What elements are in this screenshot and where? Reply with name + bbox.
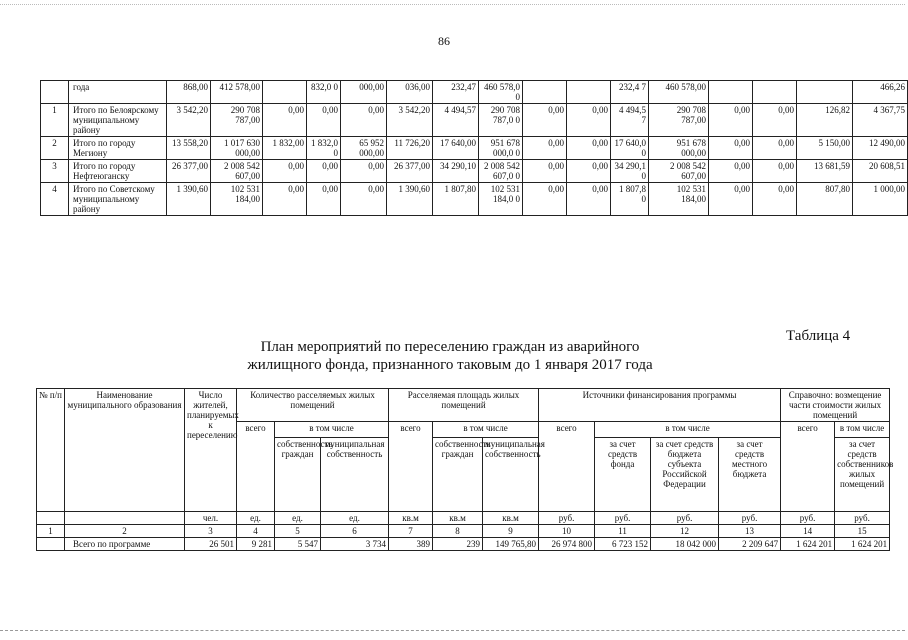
- continued-table: [40, 80, 908, 216]
- total-value-cell: 1 624 201: [781, 538, 835, 551]
- column-number-cell: 4: [237, 525, 275, 538]
- unit-cell: ед.: [237, 512, 275, 525]
- header-rooms-incl: в том числе: [275, 422, 389, 438]
- unit-cell: чел.: [185, 512, 237, 525]
- table-cell: 34 290,1 0: [611, 160, 649, 183]
- table-cell: 0,00: [307, 183, 341, 216]
- table-cell: 0,00: [567, 160, 611, 183]
- table-cell: 0,00: [523, 183, 567, 216]
- scan-top-edge: [0, 4, 905, 6]
- table-cell: [753, 81, 797, 104]
- table-cell: 0,00: [341, 183, 387, 216]
- table-cell: 1 000,00: [853, 183, 908, 216]
- table-cell: 17 640,0 0: [611, 137, 649, 160]
- table-cell: 0,00: [567, 104, 611, 137]
- header-municipality: Наименование муниципального образования: [65, 389, 185, 512]
- header-funding-incl: в том числе: [595, 422, 781, 438]
- column-number-cell: 13: [719, 525, 781, 538]
- table-row: [41, 160, 908, 183]
- header-rooms-municipal: муниципальная собственность: [321, 438, 389, 512]
- unit-cell: руб.: [719, 512, 781, 525]
- header-subject-budget: за счет средств бюджета субъекта Российской Федерации: [651, 438, 719, 512]
- table-cell: 0,00: [709, 183, 753, 216]
- unit-cell: кв.м: [389, 512, 433, 525]
- table-cell: [263, 81, 307, 104]
- header-local-budget: за счет средств местного бюджета: [719, 438, 781, 512]
- table-cell: 460 578,00: [649, 81, 709, 104]
- table-cell: 951 678 000,00: [649, 137, 709, 160]
- table-cell: 412 578,00: [211, 81, 263, 104]
- column-number-cell: 14: [781, 525, 835, 538]
- table-cell: 102 531 184,0 0: [479, 183, 523, 216]
- table-title: План мероприятий по переселению граждан из аварийного жилищного фонда, признанного таковым до 1 января 2017 года: [247, 339, 653, 373]
- table-number-label: Таблица 4: [786, 328, 851, 344]
- table-cell: 26 377,00: [167, 160, 211, 183]
- table-cell: 832,0 0: [307, 81, 341, 104]
- table-cell: 1 807,80: [433, 183, 479, 216]
- table-cell: 0,00: [523, 104, 567, 137]
- column-number-cell: 7: [389, 525, 433, 538]
- header-residents: Число жителей, планируемых к переселению: [185, 389, 237, 512]
- table-cell: 0,00: [753, 104, 797, 137]
- municipality-name-cell: года: [69, 81, 167, 104]
- table-cell: 20 608,51: [853, 160, 908, 183]
- header-reference-total: всего: [781, 422, 835, 512]
- table-cell: 1 017 630 000,00: [211, 137, 263, 160]
- table-cell: 2 008 542 607,0 0: [479, 160, 523, 183]
- total-value-cell: 18 042 000: [651, 538, 719, 551]
- municipality-name-cell: Итого по городу Нефтеюганску: [69, 160, 167, 183]
- header-funding: Источники финансирования программы: [539, 389, 781, 422]
- column-number-cell: 12: [651, 525, 719, 538]
- resettlement-plan-table: [36, 388, 894, 551]
- table-cell: 466,26: [853, 81, 908, 104]
- table-cell: 0,00: [307, 160, 341, 183]
- table-cell: 3 542,20: [387, 104, 433, 137]
- header-area-own: собственность граждан: [433, 438, 483, 512]
- column-number-cell: 3: [185, 525, 237, 538]
- table-cell: [41, 81, 69, 104]
- table-cell: 951 678 000,0 0: [479, 137, 523, 160]
- header-rooms-total: всего: [237, 422, 275, 512]
- table-cell: 1 390,60: [167, 183, 211, 216]
- unit-cell: ед.: [321, 512, 389, 525]
- total-value-cell: 149 765,80: [483, 538, 539, 551]
- total-value-cell: 389: [389, 538, 433, 551]
- header-area: Расселяемая площадь жилых помещений: [389, 389, 539, 422]
- units-cell-empty: [37, 512, 65, 525]
- table-cell: 4: [41, 183, 69, 216]
- table-cell: 26 377,00: [387, 160, 433, 183]
- table-cell: 0,00: [567, 183, 611, 216]
- table-cell: 11 726,20: [387, 137, 433, 160]
- table-cell: 0,00: [709, 160, 753, 183]
- column-number-cell: 11: [595, 525, 651, 538]
- unit-cell: руб.: [595, 512, 651, 525]
- table-cell: 4 367,75: [853, 104, 908, 137]
- column-number-cell: 15: [835, 525, 890, 538]
- header-rooms: Количество расселяемых жилых помещений: [237, 389, 389, 422]
- header-area-total: всего: [389, 422, 433, 512]
- table-cell: 0,00: [523, 137, 567, 160]
- table-cell: 17 640,00: [433, 137, 479, 160]
- unit-cell: руб.: [781, 512, 835, 525]
- table-cell: 1 832,00: [263, 137, 307, 160]
- table-cell: 13 558,20: [167, 137, 211, 160]
- table-cell: 0,00: [263, 160, 307, 183]
- table-cell: [797, 81, 853, 104]
- table-cell: 0,00: [753, 160, 797, 183]
- header-owners-funds: за счет средств собственников жилых помещений: [835, 438, 890, 512]
- table-cell: 290 708 787,00: [649, 104, 709, 137]
- municipality-name-cell: Итого по Белоярскому муниципальному району: [69, 104, 167, 137]
- header-num: № п/п: [37, 389, 65, 512]
- table-cell: 036,00: [387, 81, 433, 104]
- table-cell: 12 490,00: [853, 137, 908, 160]
- table-cell: 2 008 542 607,00: [649, 160, 709, 183]
- table-cell: 0,00: [263, 104, 307, 137]
- table-cell: 3 542,20: [167, 104, 211, 137]
- header-rooms-own: собственность граждан: [275, 438, 321, 512]
- table-cell: 0,00: [263, 183, 307, 216]
- table-cell: 34 290,10: [433, 160, 479, 183]
- table-cell: 4 494,5 7: [611, 104, 649, 137]
- unit-cell: руб.: [539, 512, 595, 525]
- total-value-cell: 2 209 647: [719, 538, 781, 551]
- column-number-cell: 9: [483, 525, 539, 538]
- table-cell: 1 390,60: [387, 183, 433, 216]
- table-cell: 65 952 000,00: [341, 137, 387, 160]
- table-cell: [709, 81, 753, 104]
- column-number-cell: 2: [65, 525, 185, 538]
- unit-cell: кв.м: [483, 512, 539, 525]
- column-number-cell: 5: [275, 525, 321, 538]
- table-cell: 000,00: [341, 81, 387, 104]
- table-cell: [567, 81, 611, 104]
- table-cell: 0,00: [341, 104, 387, 137]
- table-cell: 2: [41, 137, 69, 160]
- total-value-cell: 6 723 152: [595, 538, 651, 551]
- header-fund: за счет средств фонда: [595, 438, 651, 512]
- table-cell: 0,00: [709, 137, 753, 160]
- table-cell: 0,00: [341, 160, 387, 183]
- page-number: 86: [438, 34, 450, 48]
- total-value-cell: 9 281: [237, 538, 275, 551]
- table-cell: 0,00: [753, 137, 797, 160]
- table-cell: 232,47: [433, 81, 479, 104]
- table-cell: 102 531 184,00: [649, 183, 709, 216]
- table-cell: 2 008 542 607,00: [211, 160, 263, 183]
- table-cell: 460 578,0 0: [479, 81, 523, 104]
- total-value-cell: 1 624 201: [835, 538, 890, 551]
- table-cell: 0,00: [709, 104, 753, 137]
- table-cell: 868,00: [167, 81, 211, 104]
- total-value-cell: 26 501: [185, 538, 237, 551]
- table-cell: 0,00: [307, 104, 341, 137]
- column-number-cell: 1: [37, 525, 65, 538]
- table-cell: 0,00: [523, 160, 567, 183]
- table-row: [41, 183, 908, 216]
- table-cell: 1 807,8 0: [611, 183, 649, 216]
- header-reference: Справочно: возмещение части стоимости жилых помещений: [781, 389, 890, 422]
- header-funding-total: всего: [539, 422, 595, 512]
- units-cell-empty: [65, 512, 185, 525]
- table-cell: 4 494,57: [433, 104, 479, 137]
- municipality-name-cell: Итого по Советскому муниципальному району: [69, 183, 167, 216]
- table-cell: 1 832,0 0: [307, 137, 341, 160]
- column-number-cell: 10: [539, 525, 595, 538]
- total-row-label: Всего по программе: [65, 538, 185, 551]
- table-cell: 290 708 787,0 0: [479, 104, 523, 137]
- table-cell: 126,82: [797, 104, 853, 137]
- table-row: [41, 81, 908, 104]
- scan-bottom-edge: [0, 630, 905, 632]
- unit-cell: руб.: [651, 512, 719, 525]
- unit-cell: кв.м: [433, 512, 483, 525]
- total-value-cell: 26 974 800: [539, 538, 595, 551]
- table-cell: 232,4 7: [611, 81, 649, 104]
- total-value-cell: 5 547: [275, 538, 321, 551]
- table-cell: 3: [41, 160, 69, 183]
- table-cell: 5 150,00: [797, 137, 853, 160]
- table-cell: 102 531 184,00: [211, 183, 263, 216]
- table-cell: 290 708 787,00: [211, 104, 263, 137]
- column-number-cell: 6: [321, 525, 389, 538]
- header-area-municipal: муниципальная собственность: [483, 438, 539, 512]
- table-cell: 0,00: [753, 183, 797, 216]
- table-cell: 807,80: [797, 183, 853, 216]
- total-value-cell: 239: [433, 538, 483, 551]
- column-number-cell: 8: [433, 525, 483, 538]
- table-cell: [523, 81, 567, 104]
- total-value-cell: 3 734: [321, 538, 389, 551]
- total-row-num: [37, 538, 65, 551]
- unit-cell: руб.: [835, 512, 890, 525]
- table-cell: 1: [41, 104, 69, 137]
- header-reference-incl: в том числе: [835, 422, 890, 438]
- table-cell: 13 681,59: [797, 160, 853, 183]
- table-row: [41, 104, 908, 137]
- table-cell: 0,00: [567, 137, 611, 160]
- unit-cell: ед.: [275, 512, 321, 525]
- header-area-incl: в том числе: [433, 422, 539, 438]
- municipality-name-cell: Итого по городу Мегиону: [69, 137, 167, 160]
- table-row: [41, 137, 908, 160]
